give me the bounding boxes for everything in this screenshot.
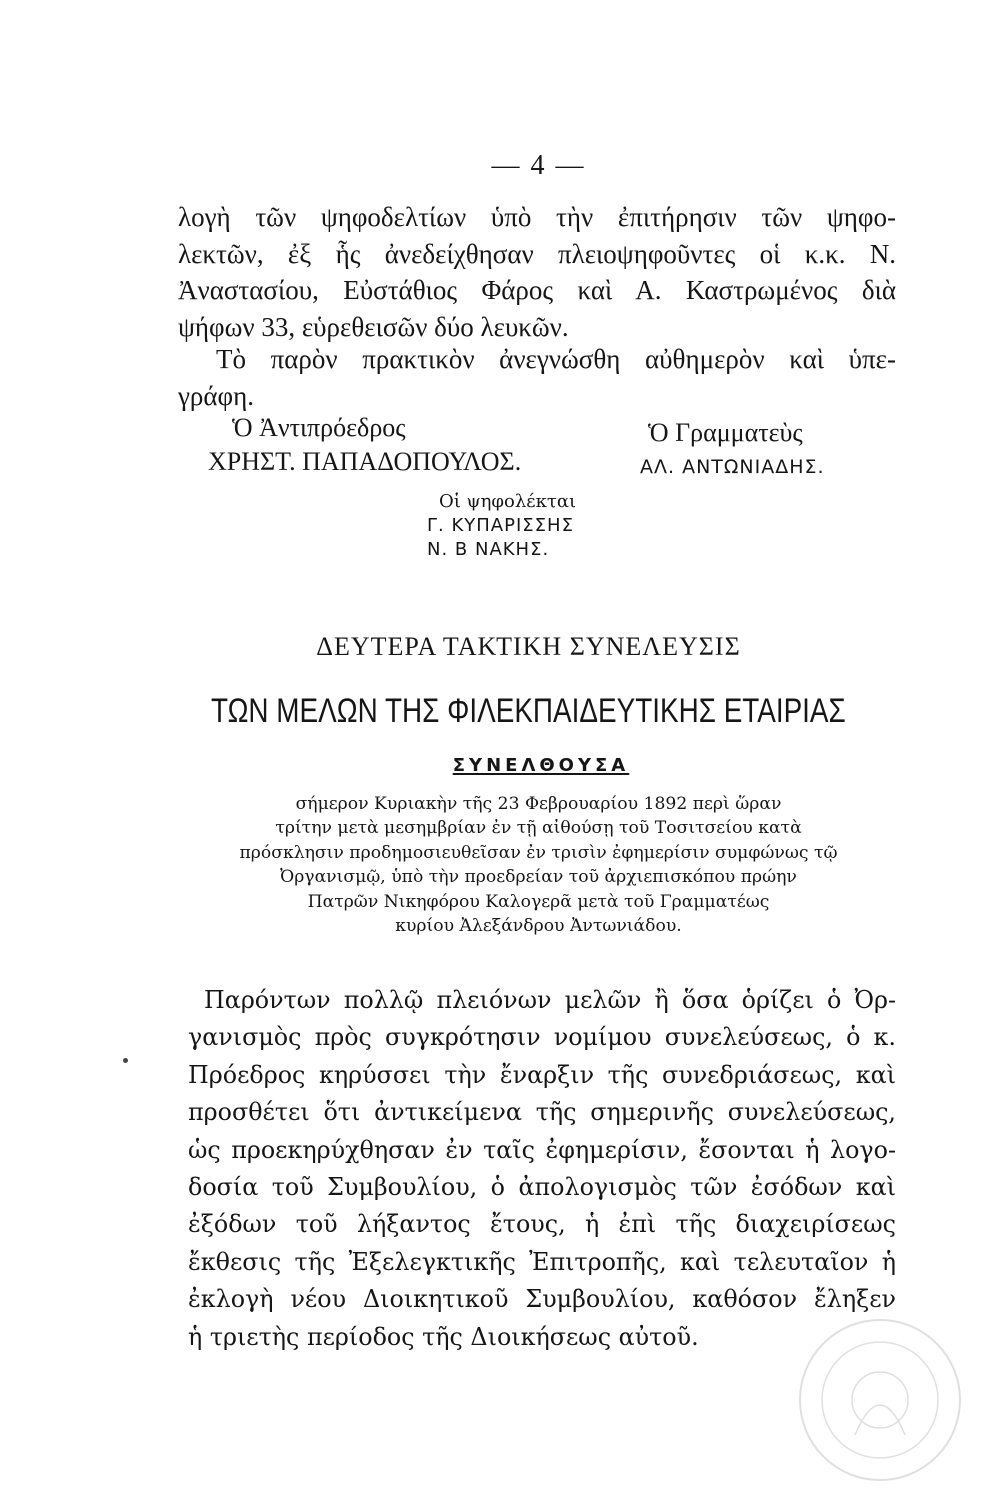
text-line: δοσία τοῦ Συμβουλίου, ὁ ἀπολογισμὸς τῶν ἐσόδων καὶ [188,1173,896,1202]
signature-name: Γ. ΚΥΠΑΡΙΣΣΗΣ [427,515,574,536]
signature-tellers [427,490,576,562]
text-line: ἔκθεσις τῆς Ἐξελεγκτικῆς Ἐπιτροπῆς, καὶ τελευταῖον ἡ [188,1247,896,1276]
text-line: ἐξόδων τοῦ λήξαντος ἔτους, ἡ ἐπὶ τῆς διαχειρίσεως [188,1210,896,1239]
signature-secretary [640,416,825,484]
text-line: σήμερον Κυριακὴν τῆς 23 Φεβρουαρίου 1892 περὶ ὥραν [295,794,782,814]
text-line: Τὸ παρὸν πρακτικὸν ἀνεγνώσθη αὐθημερὸν καὶ ὑπε- [216,344,896,374]
text-line: κυρίου Ἀλεξάνδρου Ἀντωνιάδου. [395,916,682,937]
signature-role: Ὁ Γραμματεὺς [648,418,803,447]
section-kicker: ΣΥΝΕΛΘΟΥΣΑ [452,755,630,776]
signature-name: Ν. Β ΝΑΚΗΣ. [427,539,550,560]
text-line: γράφη. [178,381,255,411]
text-line: ψήφων 33, εὑρεθεισῶν δύο λευκῶν. [178,311,569,342]
paragraph-agenda [188,982,896,1356]
text-line: Πρόεδρος κηρύσσει τὴν ἔναρξιν τῆς συνεδριάσεως, καὶ [188,1060,896,1089]
text-line: Ἀναστασίου, Εὐστάθιος Φάρος καὶ Α. Καστρωμένος διὰ [178,275,896,305]
paragraph-minutes-read [178,341,896,415]
text-line: λεκτῶν, ἐξ ἧς ἀνεδείχθησαν πλειοψηφοῦντες οἱ κ.κ. Ν. [178,238,896,269]
text-line: Παρόντων πολλῷ πλειόνων μελῶν ἢ ὅσα ὁρίζει ὁ Ὀρ- [204,986,896,1014]
text-line: Πατρῶν Νικηφόρου Καλογερᾶ μετὰ τοῦ Γραμματέως [307,891,770,912]
library-stamp-watermark [775,1315,985,1485]
text-line: πρόσκλησιν προδημοσιευθεῖσαν ἐν τρισὶν ἐφημερίσιν συμφώνως τῷ [239,842,838,863]
text-line: γανισμὸς πρὸς συγκρότησιν νομίμου συνελεύσεως, ὁ κ. [188,1023,896,1052]
signature-role: Ὁ Ἀντιπρόεδρος [232,413,406,442]
text-line: προσθέτει ὅτι ἀντικείμενα τῆς σημερινῆς συνελεύσεως, [188,1098,896,1127]
signature-name: ΧΡΗΣΤ. ΠΑΠΑΔΟΠΟΥΛΟΣ. [208,447,522,476]
text-line: ὡς προεκηρύχθησαν ἐν ταῖς ἐφημερίσιν, ἔσονται ἡ λογο- [188,1135,896,1164]
meeting-details [0,792,1007,938]
page-number: — 4 — [491,150,586,181]
signature-vice-president [208,411,521,479]
signature-name: ΑΛ. ΑΝΤΩΝΙΑΔΗΣ. [640,456,825,478]
signature-role: Οἱ ψηφολέκται [439,491,577,512]
paragraph-ballot-count [178,199,896,345]
section-subheading: ΤΩΝ ΜΕΛΩΝ ΤΗΣ ΦΙΛΕΚΠΑΙΔΕΥΤΙΚΗΣ ΕΤΑΙΡΙΑΣ [211,692,846,730]
text-line: ἡ τριετὴς περίοδος τῆς Διοικήσεως αὐτοῦ. [188,1322,699,1351]
text-line: λογὴ τῶν ψηφοδελτίων ὑπὸ τὴν ἐπιτήρησιν τῶν ψηφο- [178,202,896,232]
section-heading: ΔΕΥΤΕΡΑ ΤΑΚΤΙΚΗ ΣΥΝΕΛΕΥΣΙΣ [316,632,741,661]
text-line: Ὀργανισμῷ, ὑπὸ τὴν προεδρείαν τοῦ ἀρχιεπισκόπου πρώην [280,867,797,888]
text-line: τρίτην μετὰ μεσημβρίαν ἐν τῇ αἰθούσῃ τοῦ Τοσιτσείου κατὰ [275,818,802,839]
margin-mark [123,1058,128,1063]
text-line: ἐκλογὴ νέου Διοικητικοῦ Συμβουλίου, καθόσον ἔληξεν [188,1285,896,1314]
